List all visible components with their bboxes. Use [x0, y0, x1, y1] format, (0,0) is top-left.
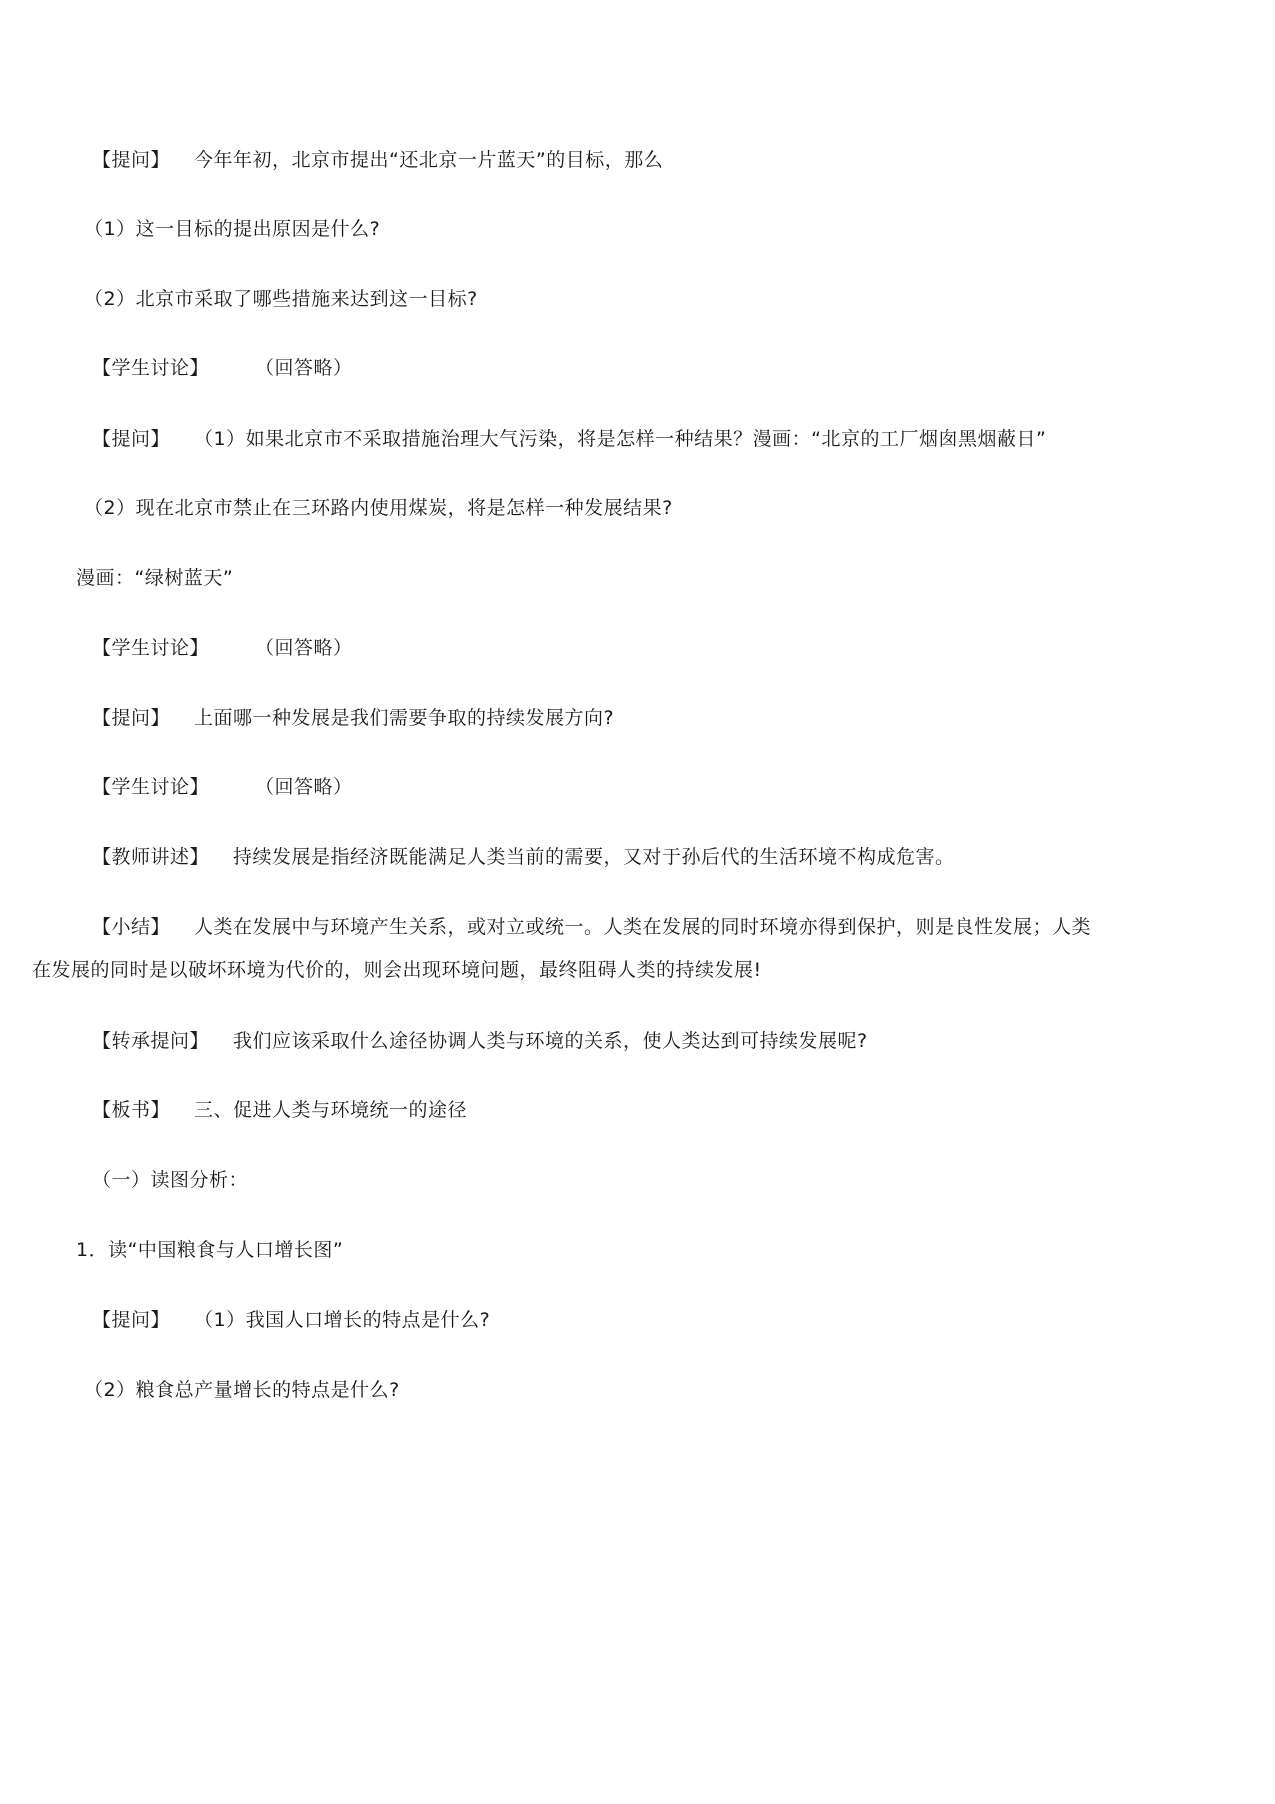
discussion-answer: （回答略） [255, 776, 353, 798]
question-text: 上面哪一种发展是我们需要争取的持续发展方向? [194, 707, 615, 729]
question-text: （1）如果北京市不采取措施治理大气污染，将是怎样一种结果？漫画：“北京的工厂烟囱黑烟蔽日” [194, 428, 1047, 450]
numbered-item-text: 1．读“中国粮食与人口增长图” [76, 1239, 344, 1261]
discussion-answer: （回答略） [255, 637, 353, 659]
sub-question-line [84, 1377, 400, 1403]
section-heading-text: （一）读图分析： [92, 1169, 249, 1191]
question-intro-line [92, 147, 663, 173]
summary-continuation-line [32, 957, 762, 983]
student-discussion-line [92, 774, 353, 800]
teacher-tag: 【教师讲述】 [92, 846, 210, 868]
numbered-item-line [76, 1237, 343, 1263]
discussion-answer: （回答略） [255, 357, 353, 379]
summary-line [92, 914, 1091, 940]
board-tag: 【板书】 [92, 1099, 171, 1121]
cartoon-line [76, 565, 233, 591]
board-writing-line [92, 1097, 467, 1123]
student-discussion-line [92, 355, 353, 381]
sub-question-text: （2）粮食总产量增长的特点是什么? [84, 1379, 400, 1401]
discussion-tag: 【学生讨论】 [92, 357, 210, 379]
question-text: （1）我国人口增长的特点是什么? [194, 1309, 491, 1331]
student-discussion-line [92, 635, 353, 661]
board-text: 三、促进人类与环境统一的途径 [194, 1099, 468, 1121]
transition-text: 我们应该采取什么途径协调人类与环境的关系，使人类达到可持续发展呢? [233, 1030, 868, 1052]
transition-tag: 【转承提问】 [92, 1030, 210, 1052]
sub-question-text: （2）北京市采取了哪些措施来达到这一目标? [84, 288, 478, 310]
sub-question-line [84, 216, 380, 242]
question-line [92, 426, 1046, 452]
teacher-text: 持续发展是指经济既能满足人类当前的需要，又对于孙后代的生活环境不构成危害。 [233, 846, 955, 868]
sub-question-text: （1）这一目标的提出原因是什么? [84, 218, 381, 240]
cartoon-text: 漫画：“绿树蓝天” [76, 567, 234, 589]
discussion-tag: 【学生讨论】 [92, 637, 210, 659]
question-tag: 【提问】 [92, 149, 171, 171]
sub-question-line [84, 286, 478, 312]
summary-tag: 【小结】 [92, 916, 171, 938]
discussion-tag: 【学生讨论】 [92, 776, 210, 798]
question-line [92, 705, 614, 731]
question-tag: 【提问】 [92, 707, 171, 729]
sub-question-line [84, 495, 673, 521]
summary-text: 在发展的同时是以破坏环境为代价的，则会出现环境问题，最终阻碍人类的持续发展! [32, 959, 762, 981]
teacher-explanation-line [92, 844, 955, 870]
question-tag: 【提问】 [92, 1309, 171, 1331]
question-tag: 【提问】 [92, 428, 171, 450]
section-heading-line [92, 1167, 248, 1193]
sub-question-text: （2）现在北京市禁止在三环路内使用煤炭，将是怎样一种发展结果? [84, 497, 673, 519]
summary-text: 人类在发展中与环境产生关系，或对立或统一。人类在发展的同时环境亦得到保护，则是良性发展；人类 [194, 916, 1092, 938]
question-line [92, 1307, 490, 1333]
transition-question-line [92, 1028, 868, 1054]
question-text: 今年年初，北京市提出“还北京一片蓝天”的目标，那么 [194, 149, 664, 171]
